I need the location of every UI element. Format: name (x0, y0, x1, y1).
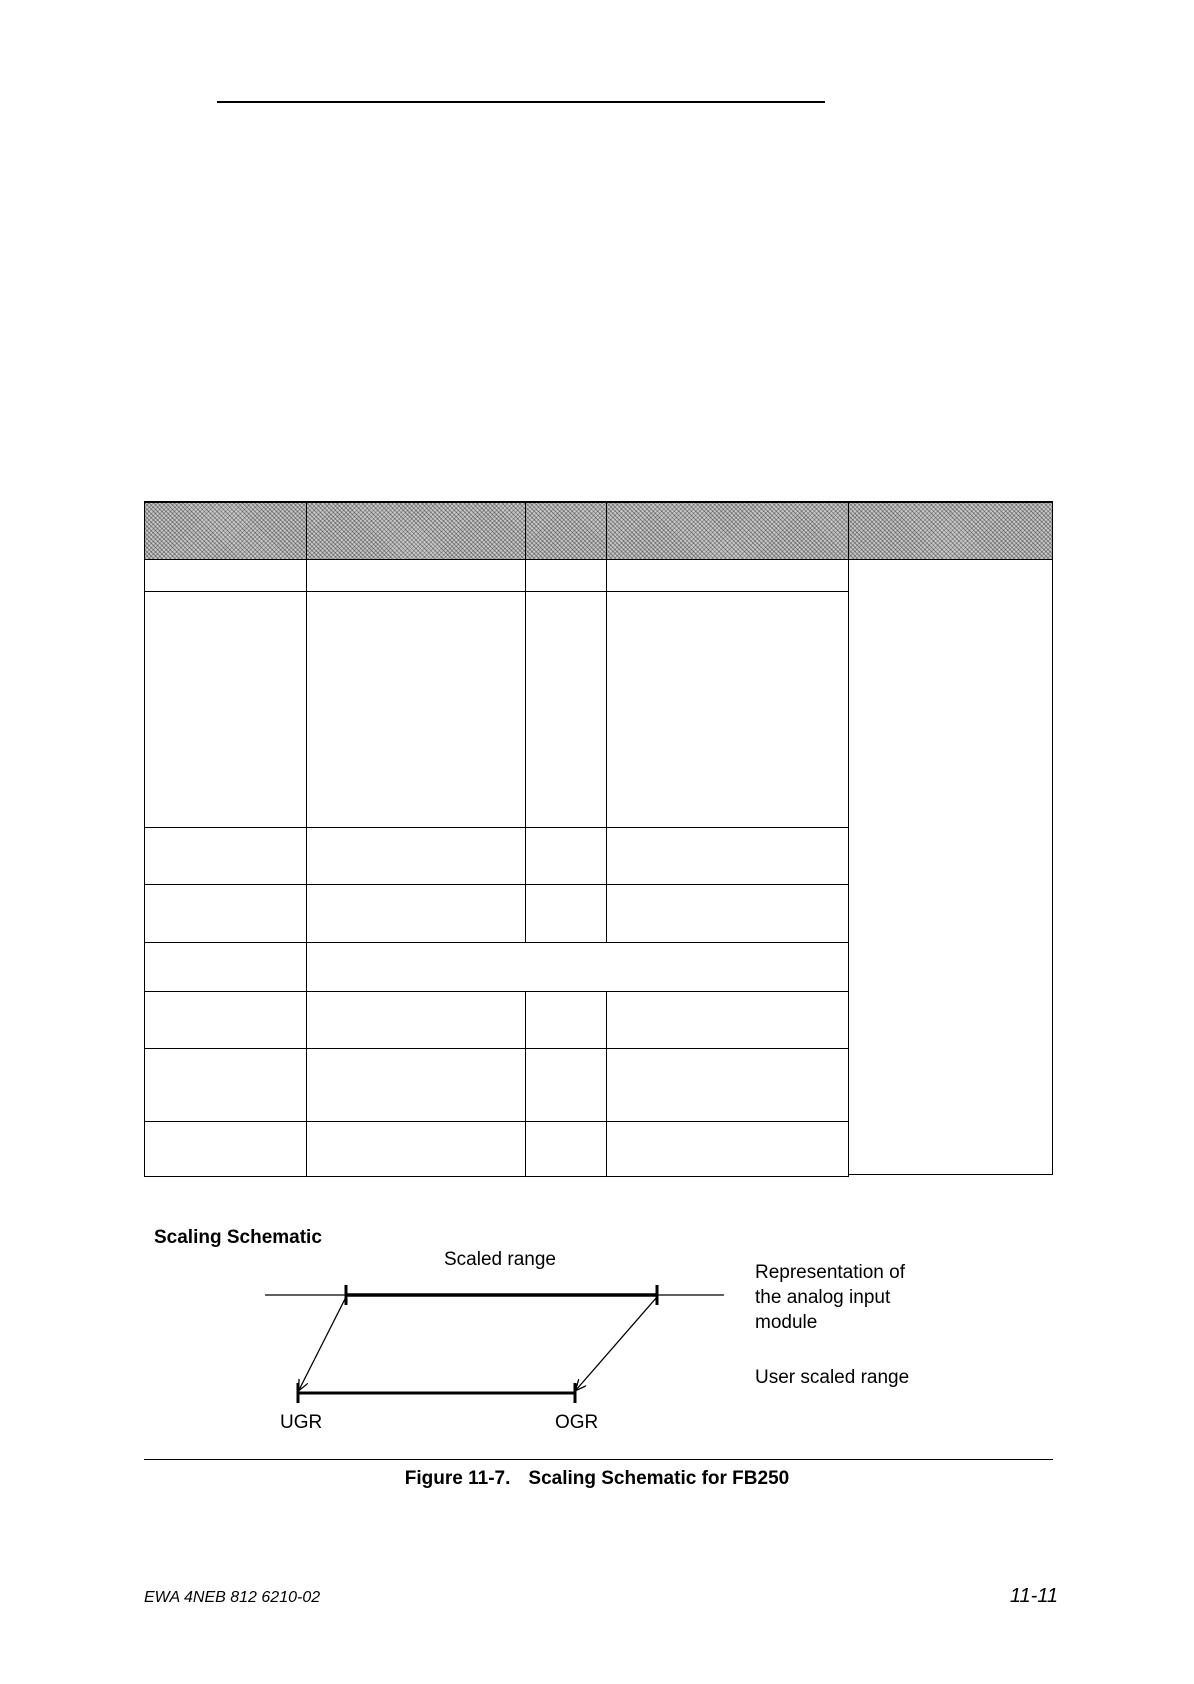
scaled-range-label: Scaled range (444, 1249, 556, 1270)
caption-text: Scaling Schematic for FB250 (528, 1468, 790, 1489)
user-scaled-range-label: User scaled range (755, 1367, 910, 1388)
ogr-mapping-arrow (576, 1297, 657, 1390)
document-id: EWA 4NEB 812 6210-02 (144, 1589, 321, 1606)
ugr-mapping-arrow (299, 1297, 346, 1390)
figure-rule (144, 1459, 1053, 1460)
ugr-label: UGR (280, 1412, 323, 1433)
page-number: 11-11 (1009, 1585, 1058, 1607)
figure-caption (0, 1468, 1194, 1490)
figure-heading: Scaling Schematic (154, 1227, 322, 1248)
ogr-label: OGR (555, 1412, 599, 1433)
module-representation-label: Representation of the analog input module (755, 1262, 905, 1333)
caption-number: Figure 11-7. (404, 1468, 511, 1489)
